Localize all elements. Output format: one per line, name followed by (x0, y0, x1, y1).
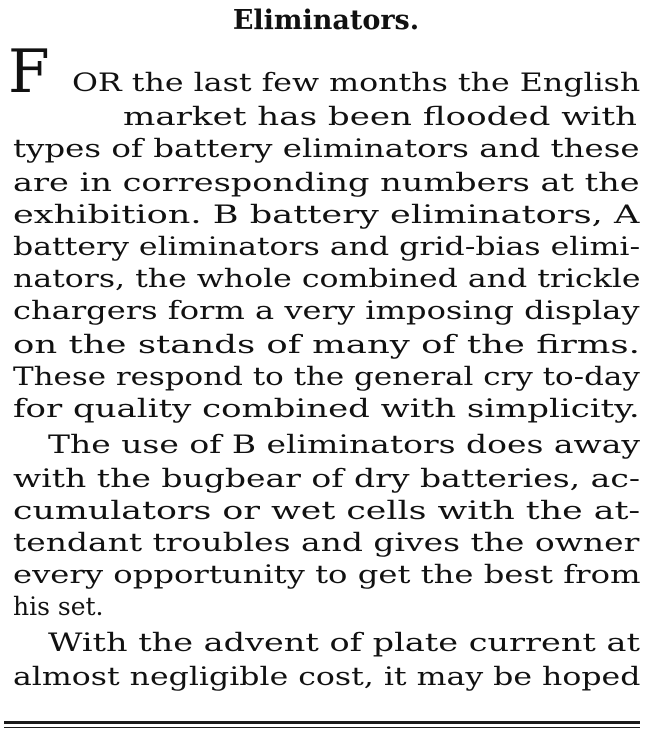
article-line: With the advent of plate current at (48, 628, 640, 657)
article-title: Eliminators. (232, 5, 420, 36)
article-line: his set. (13, 592, 104, 621)
article-line: The use of B eliminators does away (48, 430, 641, 459)
article-line: tendant troubles and gives the owner (13, 528, 640, 557)
article-line: types of battery eliminators and these (13, 134, 640, 163)
article-line: battery eliminators and grid-bias elimi- (13, 232, 641, 261)
article-line: OR the last few months the English (72, 68, 641, 97)
article-line: with the bugbear of dry batteries, ac- (13, 464, 640, 493)
article-line: nators, the whole combined and trickle (13, 264, 641, 293)
bottom-rule-thick (4, 721, 640, 724)
article-line: chargers form a very imposing display (13, 296, 640, 325)
article-line: These respond to the general cry to-day (13, 362, 640, 391)
article-line: market has been flooded with (123, 102, 637, 131)
article-line: for quality combined with simplicity. (13, 394, 640, 423)
article-line: every opportunity to get the best from (13, 560, 641, 589)
article-line: are in corresponding numbers at the (13, 168, 640, 197)
article-line: almost negligible cost, it may be hoped (13, 662, 641, 691)
article-line: cumulators or wet cells with the at- (13, 496, 641, 525)
bottom-rule-thin (4, 727, 640, 728)
article-line: exhibition. B battery eliminators, A (13, 200, 640, 229)
drop-cap: F (8, 37, 50, 107)
article-line: on the stands of many of the firms. (13, 330, 640, 359)
